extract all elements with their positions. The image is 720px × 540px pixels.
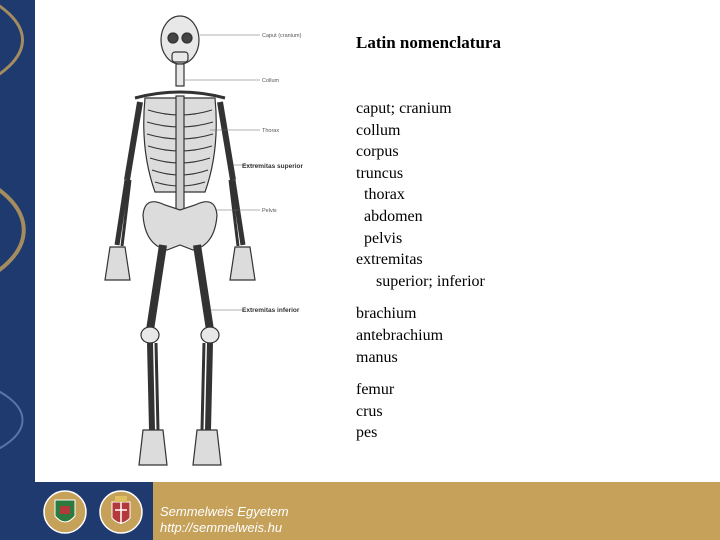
term-line: crus <box>356 402 383 420</box>
term-line: truncus <box>356 164 404 182</box>
term-line: caput; cranium <box>356 100 452 117</box>
skeleton-illustration <box>55 10 325 475</box>
term-line: antebrachium <box>356 326 444 344</box>
term-line: brachium <box>356 305 417 323</box>
institution-name: Semmelweis Egyetem <box>160 504 289 519</box>
university-crest-icon <box>42 488 88 536</box>
hungarian-coat-of-arms-icon <box>98 488 144 536</box>
decorative-curves <box>0 0 35 540</box>
label-collum: Collum <box>262 78 280 84</box>
term-line: manus <box>356 348 398 366</box>
label-caput: Caput (cranium) <box>262 33 302 39</box>
term-line: corpus <box>356 143 399 161</box>
term-line: abdomen <box>356 207 423 225</box>
slide-title: Latin nomenclatura <box>356 33 501 52</box>
terms-list <box>356 98 485 444</box>
footer-text <box>160 504 289 536</box>
cervical-spine <box>176 64 184 86</box>
term-line: pes <box>356 424 378 442</box>
term-line: thorax <box>356 186 405 204</box>
term-line: extremitas <box>356 251 423 269</box>
term-line: superior; inferior <box>356 272 485 290</box>
term-line: collum <box>356 121 401 139</box>
label-pelvis: Pelvis <box>262 208 277 214</box>
label-extremitas-superior: Extremitas superior <box>242 163 304 170</box>
institution-url[interactable]: http://semmelweis.hu <box>160 520 283 535</box>
term-line: femur <box>356 381 395 399</box>
term-line: pelvis <box>356 229 403 247</box>
left-decorative-band <box>0 0 35 540</box>
label-thorax: Thorax <box>262 128 280 134</box>
label-extremitas-inferior: Extremitas inferior <box>242 307 300 314</box>
